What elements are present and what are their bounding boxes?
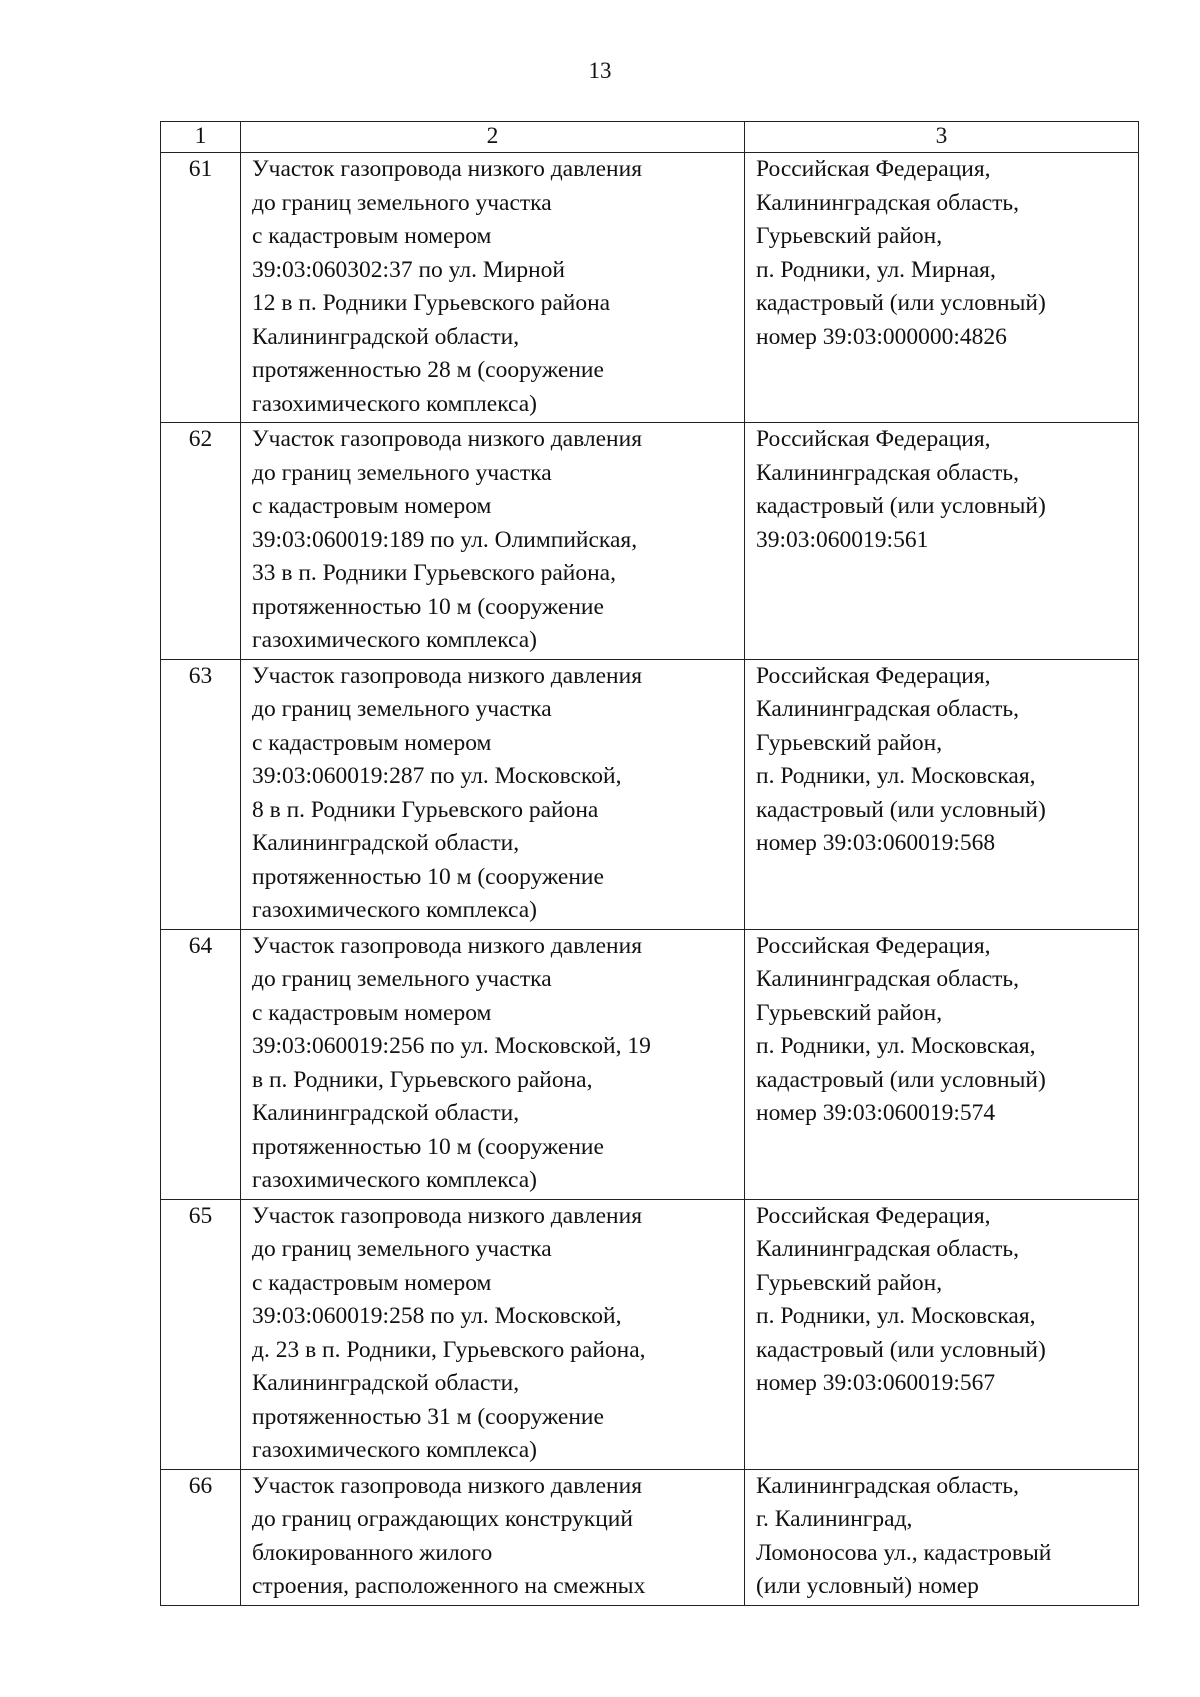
object-name-line: до границ ограждающих конструкций [252,1506,633,1532]
object-name-line: 8 в п. Родники Гурьевского района [252,796,599,823]
object-name-line: газохимического комплекса) [252,1437,538,1463]
object-name-line: протяженностью 31 м (сооружение [252,1403,604,1430]
address-line: Российская Федерация, [756,662,991,689]
object-name-line: газохимического комплекса) [252,390,538,417]
object-name-cell [241,423,745,660]
object-name-line: 39:03:060019:256 по ул. Московской, 19 [252,1033,651,1059]
object-name-line: протяженностью 10 м (сооружение [252,593,604,620]
object-name-line: Калининградской области, [252,323,520,350]
table-row [161,153,1139,423]
object-name-line: блокированного жилого [252,1539,493,1566]
address-line: п. Родники, ул. Московская, [756,1033,1036,1059]
address-line: Калининградская область, [756,1236,1019,1262]
row-number-cell: 63 [161,659,241,929]
object-name-line: до границ земельного участка [252,696,552,722]
table-row [161,1469,1139,1605]
object-name-line: с кадастровым номером [252,223,492,249]
address-line: (или условный) номер [756,1573,979,1599]
address-line: Гурьевский район, [756,999,943,1026]
object-name-line: 39:03:060019:258 по ул. Московской, [252,1303,622,1329]
object-name-line: Участок газопровода низкого давления [252,1472,643,1499]
address-line: Российская Федерация, [756,1202,991,1229]
address-line: Калининградская область, [756,966,1019,992]
table-row [161,929,1139,1199]
object-name-line: с кадастровым номером [252,729,492,756]
row-number-cell: 62 [161,423,241,660]
address-line: п. Родники, ул. Мирная, [756,256,996,283]
address-line: г. Калининград, [756,1506,913,1532]
page-number: 13 [588,58,612,83]
object-name-line: протяженностью 10 м (сооружение [252,1133,604,1160]
address-line: Калининградская область, [756,1472,1019,1499]
address-line: номер 39:03:060019:574 [756,1100,996,1126]
object-name-line: с кадастровым номером [252,1269,492,1296]
object-name-line: протяженностью 10 м (сооружение [252,863,604,890]
table-body [161,153,1139,1606]
address-line: 39:03:060019:561 [756,526,929,553]
address-cell [745,423,1139,660]
object-name-line: Калининградской области, [252,1370,520,1396]
row-number-cell: 66 [161,1469,241,1605]
object-name-line: Участок газопровода низкого давления [252,932,643,959]
registry-table [160,121,1139,1606]
object-name-line: до границ земельного участка [252,966,552,992]
object-name-line: до границ земельного участка [252,459,552,486]
object-name-line: в п. Родники, Гурьевского района, [252,1066,593,1093]
object-name-cell [241,659,745,929]
address-line: номер 39:03:000000:4826 [756,323,1007,350]
object-name-line: 39:03:060019:189 по ул. Олимпийская, [252,526,638,553]
table-row [161,659,1139,929]
column-header-3: 3 [745,122,1139,153]
object-name-cell [241,929,745,1199]
address-line: кадастровый (или условный) [756,796,1046,823]
address-cell [745,1199,1139,1469]
row-number-cell: 65 [161,1199,241,1469]
object-name-line: Калининградской области, [252,830,520,856]
address-line: кадастровый (или условный) [756,1336,1046,1363]
address-cell [745,929,1139,1199]
object-name-line: Участок газопровода низкого давления [252,156,643,182]
object-name-line: Участок газопровода низкого давления [252,426,643,452]
address-line: номер 39:03:060019:568 [756,830,996,856]
address-line: Калининградская область, [756,459,1019,486]
object-name-line: строения, расположенного на смежных [252,1573,646,1599]
object-name-cell [241,153,745,423]
address-line: Ломоносова ул., кадастровый [756,1539,1052,1566]
object-name-line: с кадастровым номером [252,999,492,1026]
object-name-line: газохимического комплекса) [252,897,538,923]
address-line: п. Родники, ул. Московская, [756,763,1036,789]
address-line: Калининградская область, [756,696,1019,722]
address-cell [745,153,1139,423]
object-name-cell [241,1199,745,1469]
object-name-line: Участок газопровода низкого давления [252,1202,643,1229]
row-number-cell: 61 [161,153,241,423]
address-line: кадастровый (или условный) [756,493,1046,519]
object-name-line: 39:03:060019:287 по ул. Московской, [252,763,622,789]
address-line: Гурьевский район, [756,1269,943,1296]
object-name-line: до границ земельного участка [252,1236,552,1262]
address-line: номер 39:03:060019:567 [756,1370,996,1396]
address-line: п. Родники, ул. Московская, [756,1303,1036,1329]
address-line: кадастровый (или условный) [756,290,1046,316]
address-line: Гурьевский район, [756,729,943,756]
object-name-line: до границ земельного участка [252,189,552,216]
object-name-line: протяженностью 28 м (сооружение [252,357,604,383]
object-name-line: газохимического комплекса) [252,1167,538,1193]
header-row [161,122,1139,153]
table-row [161,423,1139,660]
object-name-cell [241,1469,745,1605]
object-name-line: с кадастровым номером [252,493,492,519]
row-number-cell: 64 [161,929,241,1199]
object-name-line: газохимического комплекса) [252,627,538,653]
object-name-line: Калининградской области, [252,1100,520,1126]
object-name-line: 39:03:060302:37 по ул. Мирной [252,256,565,283]
address-line: Гурьевский район, [756,223,943,249]
object-name-line: 33 в п. Родники Гурьевского района, [252,560,616,586]
address-cell [745,1469,1139,1605]
column-header-1: 1 [161,122,241,153]
address-line: Калининградская область, [756,189,1019,216]
address-line: Российская Федерация, [756,156,991,182]
address-line: Российская Федерация, [756,426,991,452]
object-name-line: Участок газопровода низкого давления [252,662,643,689]
address-line: Российская Федерация, [756,932,991,959]
column-header-2: 2 [241,122,745,153]
table-row [161,1199,1139,1469]
address-cell [745,659,1139,929]
object-name-line: 12 в п. Родники Гурьевского района [252,290,611,316]
object-name-line: д. 23 в п. Родники, Гурьевского района, [252,1336,646,1363]
address-line: кадастровый (или условный) [756,1066,1046,1093]
